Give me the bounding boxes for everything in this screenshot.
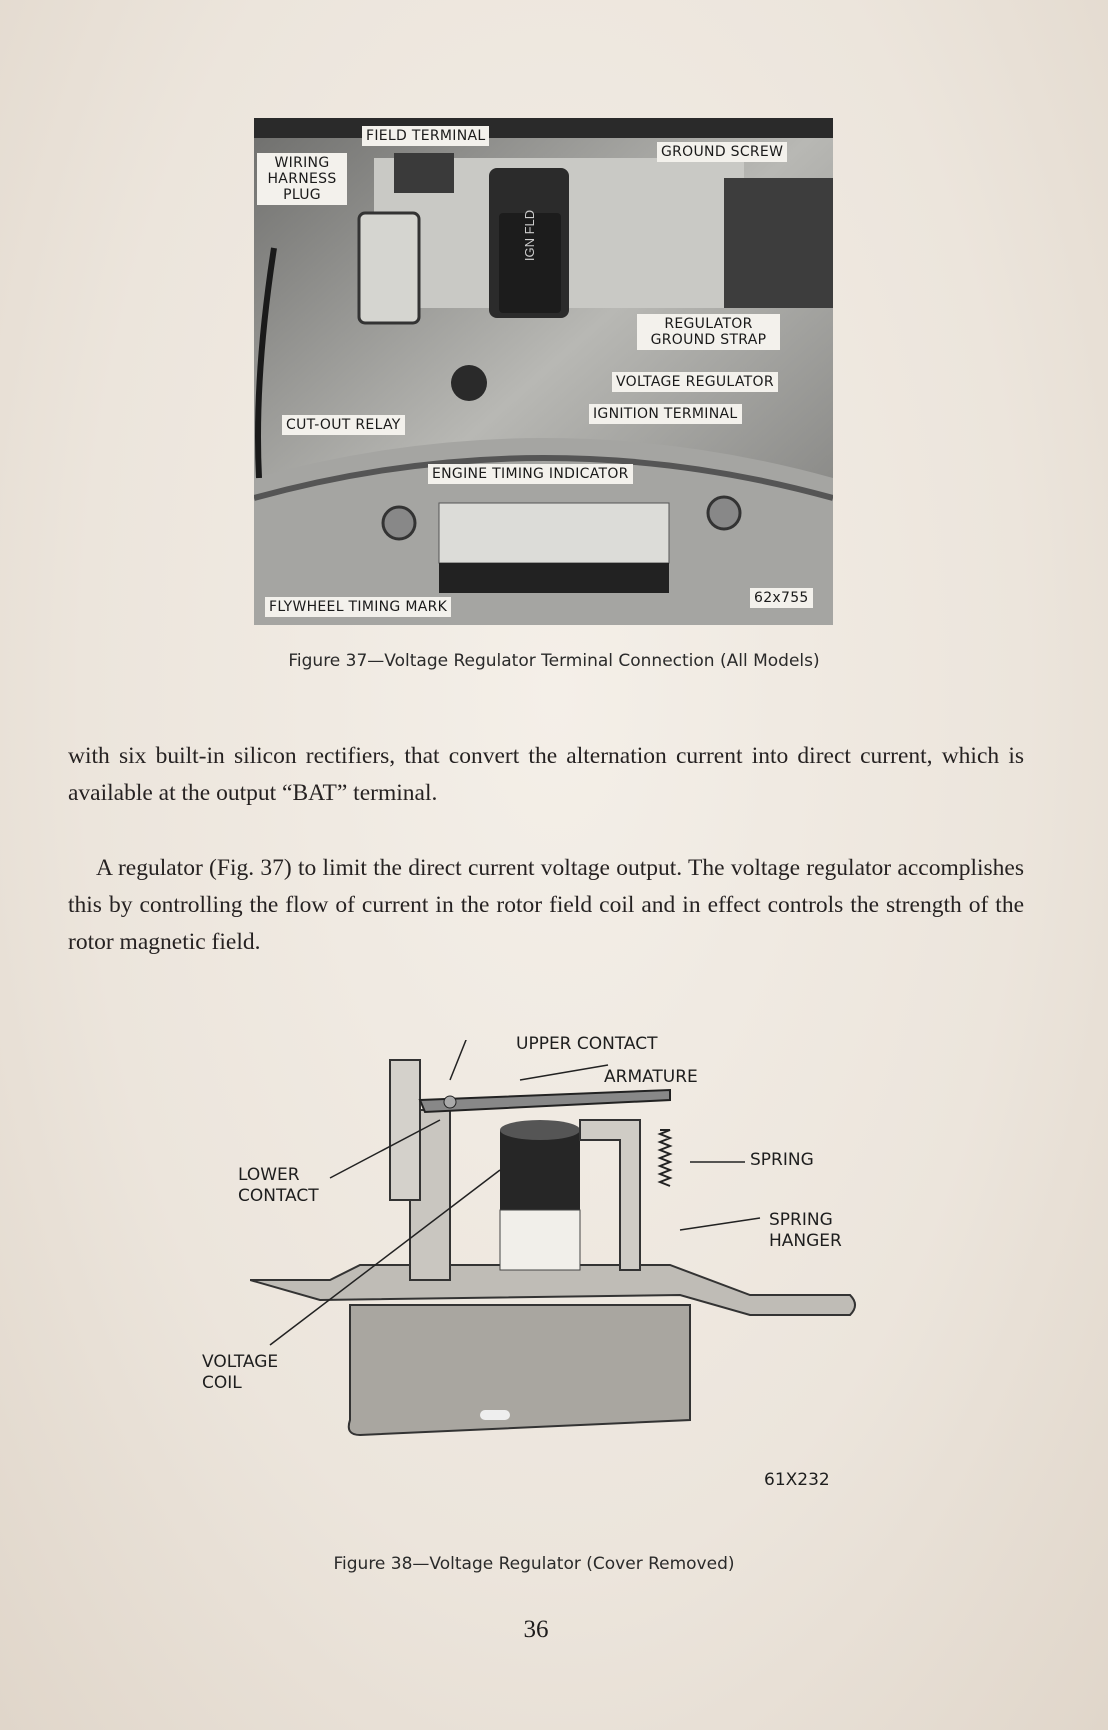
label-armature: ARMATURE [604,1067,698,1087]
label-cut-out-relay: CUT-OUT RELAY [282,415,405,435]
photo-code: 62x755 [750,588,813,608]
figure-37-photo [254,118,833,625]
drawing-code: 61X232 [764,1470,830,1490]
figure-38-caption: Figure 38—Voltage Regulator (Cover Removed) [333,1554,735,1574]
paragraph-1: with six built-in silicon rectifiers, that convert the alternation current into direct current, which is available at the output “BAT” terminal. [68,743,1024,806]
label-flywheel-timing-mark: FLYWHEEL TIMING MARK [265,597,451,617]
label-upper-contact: UPPER CONTACT [516,1034,658,1054]
body-text [68,738,1024,961]
label-ignition-terminal: IGNITION TERMINAL [589,404,742,424]
paragraph-2: A regulator (Fig. 37) to limit the direct current voltage output. The voltage regulator accomplishes this by controlling the flow of current in the rotor field coil and in effect controls the strength of the rotor magnetic field. [68,855,1024,955]
figure-37-caption: Figure 37—Voltage Regulator Terminal Connection (All Models) [288,651,820,671]
label-voltage-coil: VOLTAGE COIL [202,1352,279,1393]
label-field-terminal: FIELD TERMINAL [362,126,489,146]
label-wiring-harness-plug: WIRING HARNESS PLUG [257,153,347,205]
page-number: 36 [523,1616,549,1643]
label-engine-timing-indicator: ENGINE TIMING INDICATOR [428,464,633,484]
regulator-marking: IGN FLD [522,209,538,262]
label-ground-screw: GROUND SCREW [657,142,787,162]
label-spring-hanger: SPRING HANGER [769,1210,842,1251]
label-regulator-ground-strap: REGULATOR GROUND STRAP [637,314,780,350]
label-spring: SPRING [750,1150,814,1170]
label-voltage-regulator: VOLTAGE REGULATOR [612,372,778,392]
label-lower-contact: LOWER CONTACT [238,1165,319,1206]
